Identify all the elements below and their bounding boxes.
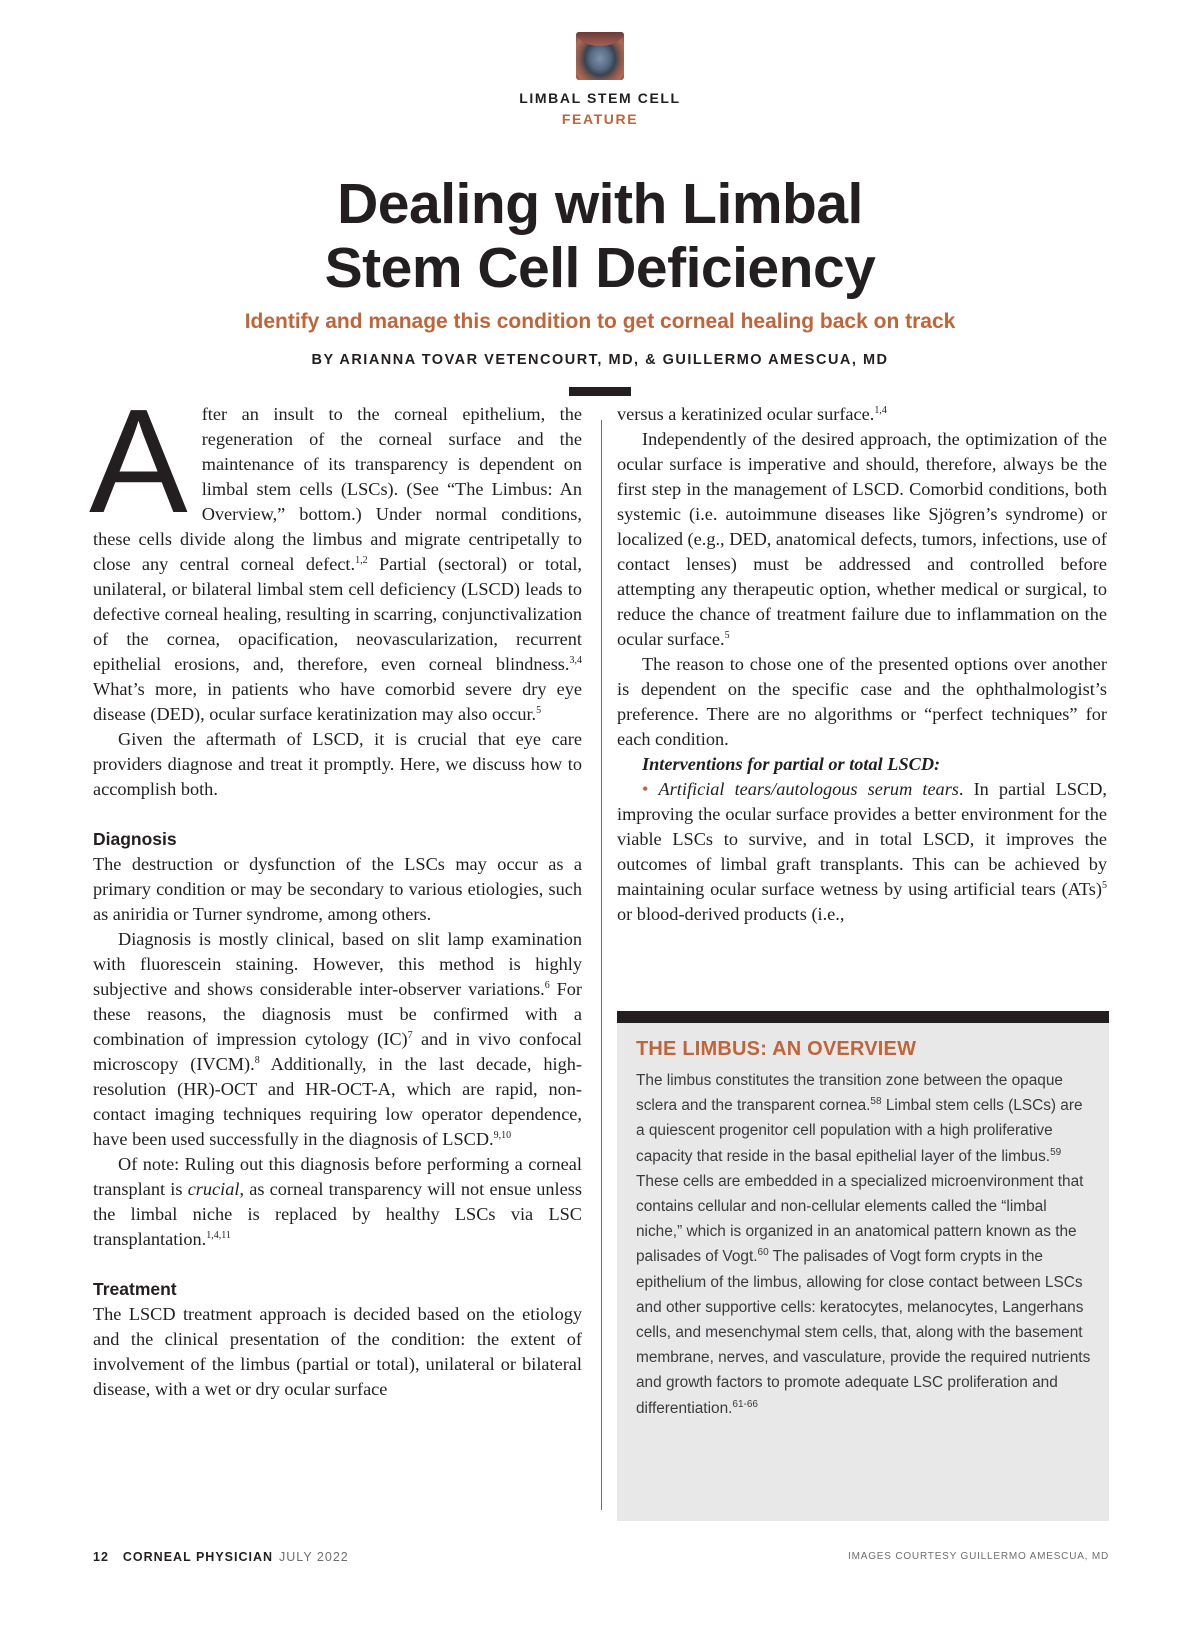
title-line-2: Stem Cell Deficiency: [324, 236, 876, 300]
paragraph: [617, 402, 1107, 427]
issue-date: JULY 2022: [279, 1550, 349, 1564]
citation: 5: [724, 629, 730, 641]
text-run: Interventions for partial or total LSCD:: [642, 754, 941, 774]
page-folio: [93, 1550, 349, 1564]
eye-thumbnail-image: [576, 32, 624, 80]
paragraph: [93, 927, 582, 1152]
text-run: . In partial LSCD, improving the ocular surface provides a better environment for the viable LSCs to survive, and in total LSCD, it improves the outcomes of limbal graft transplants. This can be achieved by maintaining ocular surface wetness by using artificial tears (ATs): [617, 779, 1107, 899]
citation: 1,2: [355, 554, 368, 566]
sidebar-body: [636, 1068, 1091, 1421]
paragraph-intro: [89, 379, 583, 727]
bullet-term: Artificial tears/autologous serum tears: [658, 779, 959, 799]
text-run: or blood-derived products (i.e.,: [617, 904, 845, 924]
text-run: Diagnosis is mostly clinical, based on slit lamp examination with fluorescein staining. However, this method is highly subjective and shows considerable inter-observer variations.: [93, 929, 582, 999]
heading-diagnosis: Diagnosis: [93, 829, 177, 849]
bullet-item: [617, 777, 1107, 927]
citation: 1,4,11: [206, 1229, 231, 1241]
paragraph: [617, 427, 1107, 652]
citation: 3,4: [569, 654, 582, 666]
text-run: Of note: Ruling out this diagnosis before performing a corneal transplant is: [93, 1154, 582, 1199]
paragraph: The reason to chose one of the presented options over another is dependent on the specific case and the ophthalmologist’s preference. There are no algorithms or “perfect techniques” for each condition.: [617, 654, 1107, 749]
citation: 5: [1102, 879, 1107, 891]
citation: 59: [1050, 1146, 1062, 1158]
left-column: [89, 379, 583, 1402]
paragraph: Given the aftermath of LSCD, it is crucial that eye care providers diagnose and treat it promptly. Here, we discuss how to accomplish both.: [93, 729, 582, 799]
paragraph: The destruction or dysfunction of the LSCs may occur as a primary condition or may be secondary to various etiologies, such as aniridia or Turner syndrome, among others.: [93, 854, 582, 924]
emphasis: crucial: [187, 1179, 240, 1199]
citation: 9,10: [493, 1129, 512, 1141]
text-run: , as corneal transparency will not ensue unless the limbal niche is replaced by healthy LSCs via LSC transplantation.: [93, 1179, 582, 1249]
sidebar-title: THE LIMBUS: AN OVERVIEW: [636, 1038, 917, 1060]
article-byline: BY ARIANNA TOVAR VETENCOURT, MD, & GUILLERMO AMESCUA, MD: [311, 352, 889, 368]
column-divider: [601, 420, 602, 1510]
citation: 6: [544, 979, 550, 991]
text-run: These cells are embedded in a specialized microenvironment that contains cellular and non-cellular elements called the “limbal niche,” which is organized in an anatomical pattern known as the palisades of Vogt.: [636, 1172, 1084, 1266]
bullet-icon: •: [642, 779, 649, 799]
article-title: [100, 172, 1100, 300]
heading-treatment: Treatment: [93, 1279, 177, 1299]
text-run: Independently of the desired approach, the optimization of the ocular surface is imperative and should, therefore, always be the first step in the management of LSCD. Comorbid conditions, both systemic (i.e. autoimmune diseases like Sjögren’s syndrome) or localized (e.g., DED, anatomical defects, tumors, infections, use of contact lenses) must be addressed and controlled before attempting any therapeutic option, whether medical or surgical, to reduce the chance of treatment failure due to inflammation on the ocular surface.: [617, 429, 1107, 649]
drop-cap: A: [89, 379, 188, 544]
article-subtitle: Identify and manage this condition to get corneal healing back on track: [244, 310, 956, 333]
text-run: Additionally, in the last decade, high-resolution (HR)-OCT and HR-OCT-A, which are rapid, non-contact imaging techniques requiring low operator dependence, have been used successfully in the diagnosis of LSCD.: [93, 1054, 582, 1149]
text-run: The palisades of Vogt form crypts in the epithelium of the limbus, allowing for close contact between LSCs and other supportive cells: keratocytes, melanocytes, Langerhans cells, and mesenchymal stem cells, that, along with the basement membrane, nerves, and vasculature, provide the required nutrients and growth factors to promote adequate LSC proliferation and differentiation.: [636, 1248, 1091, 1417]
title-line-1: Dealing with Limbal: [337, 172, 863, 236]
interventions-heading: [617, 752, 1107, 777]
citation: 5: [536, 704, 542, 716]
citation: 1,4: [874, 404, 887, 416]
text-run: Partial (sectoral) or total, unilateral, or bilateral limbal stem cell deficiency (LSCD) leads to defective corneal healing, resulting in scarring, conjunctivalization of the cornea, opacification, neovascularization, recurrent epithelial erosions, and, therefore, even corneal blindness.: [93, 554, 583, 674]
title-divider-rule: [569, 387, 631, 396]
citation: 60: [757, 1247, 769, 1259]
citation: 7: [407, 1029, 413, 1041]
right-column: [617, 402, 1107, 927]
citation: 61-66: [732, 1398, 758, 1410]
text-run: versus a keratinized ocular surface.: [617, 404, 875, 424]
publication-name: CORNEAL PHYSICIAN: [122, 1550, 274, 1564]
paragraph: [93, 1152, 582, 1252]
text-run: The limbus constitutes the transition zone between the opaque sclera and the transparent cornea.: [636, 1072, 1063, 1115]
text-run: For these reasons, the diagnosis must be confirmed with a combination of impression cytology (IC): [93, 979, 583, 1049]
paragraph: The LSCD treatment approach is decided based on the etiology and the clinical presentation of the condition: the extent of involvement of the limbus (partial or total), unilateral or bilateral disease, with a wet or dry ocular surface: [93, 1304, 582, 1399]
citation: 58: [870, 1096, 882, 1108]
feature-label: FEATURE: [561, 111, 639, 127]
image-credit: IMAGES COURTESY GUILLERMO AMESCUA, MD: [848, 1551, 1109, 1562]
section-label: LIMBAL STEM CELL: [519, 90, 681, 106]
text-run: Limbal stem cells (LSCs) are a quiescent progenitor cell population with a high proliferative capacity that reside in the basal epithelial layer of the limbus.: [636, 1097, 1083, 1165]
citation: 8: [254, 1054, 260, 1066]
text-run: and in vivo confocal microscopy (IVCM).: [93, 1029, 582, 1074]
text-run: What’s more, in patients who have comorbid severe dry eye disease (DED), ocular surface keratinization may also occur.: [93, 679, 582, 724]
page-number: 12: [93, 1550, 109, 1564]
text-run: fter an insult to the corneal epithelium, the regeneration of the corneal surface and the maintenance of its transparency is dependent on limbal stem cells (LSCs). (See “The Limbus: An Overview,” bottom.) Under normal conditions, these cells divide along the limbus and migrate centripetally to close any central corneal defect.: [93, 404, 582, 574]
